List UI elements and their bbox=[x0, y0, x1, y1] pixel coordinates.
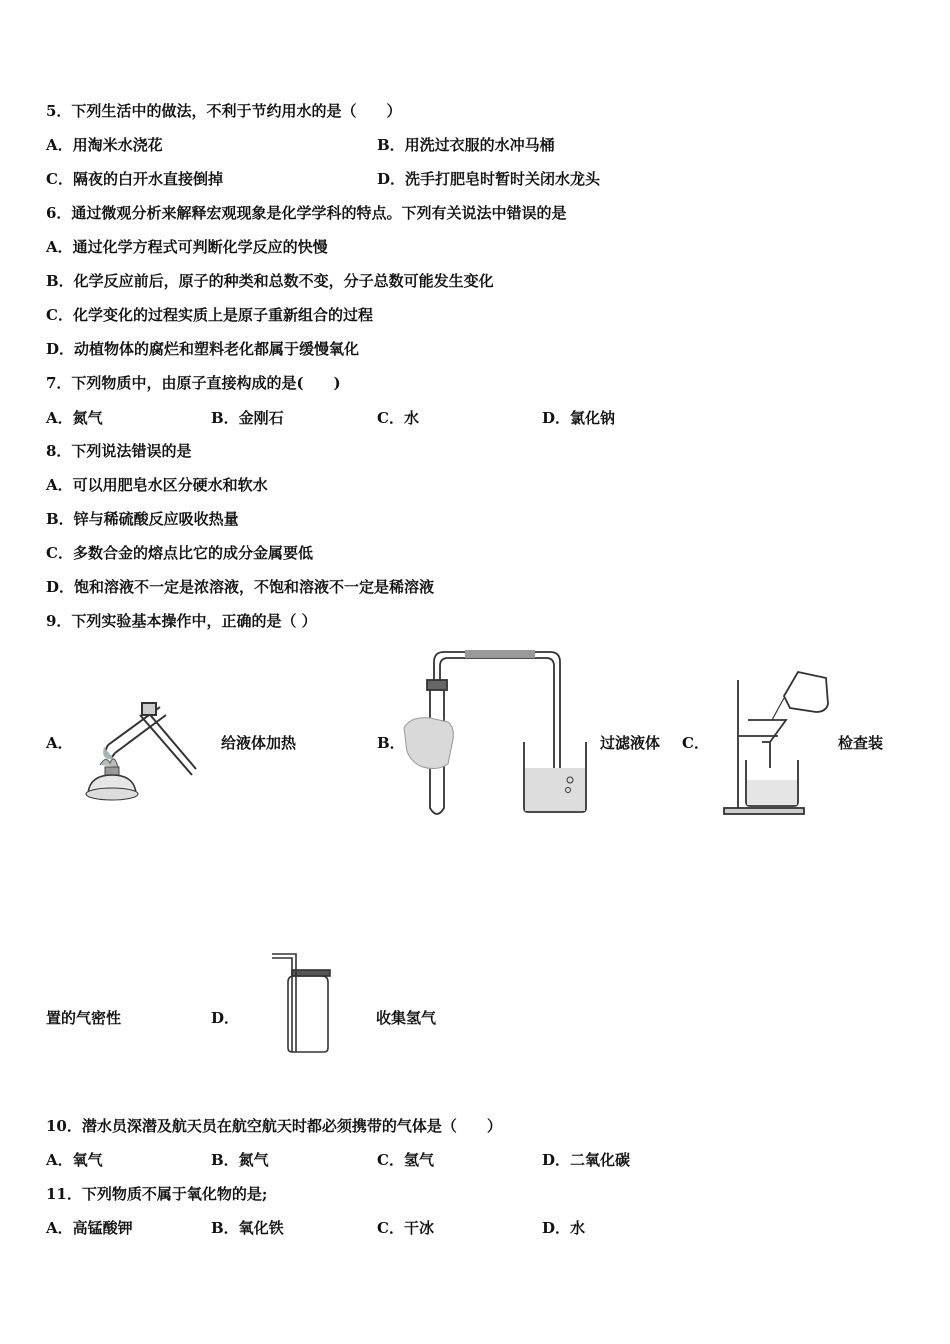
question-9-stem: 9．下列实验基本操作中，正确的是（ ） bbox=[46, 612, 317, 630]
question-6-option-b: B．化学反应前后，原子的种类和总数不变，分子总数可能发生变化 bbox=[46, 272, 494, 290]
question-10-option-a: A．氧气 bbox=[46, 1151, 103, 1169]
question-11-option-d: D．水 bbox=[542, 1219, 586, 1237]
question-11-option-b: B．氧化铁 bbox=[211, 1219, 284, 1237]
collecting-hydrogen-figure bbox=[268, 948, 338, 1056]
question-10-option-c: C．氢气 bbox=[377, 1151, 434, 1169]
question-10-stem: 10．潜水员深潜及航天员在航空航天时都必须携带的气体是（ ） bbox=[46, 1117, 502, 1135]
question-9-option-b-label: B． bbox=[377, 734, 405, 752]
question-10-option-d: D．二氧化碳 bbox=[542, 1151, 631, 1169]
question-5-option-d: D．洗手打肥皂时暂时关闭水龙头 bbox=[377, 170, 601, 188]
question-8-stem: 8．下列说法错误的是 bbox=[46, 442, 192, 460]
question-5-option-b: B．用洗过衣服的水冲马桶 bbox=[377, 136, 555, 154]
question-8-option-a: A．可以用肥皂水区分硬水和软水 bbox=[46, 476, 268, 494]
question-6-option-c: C．化学变化的过程实质上是原子重新组合的过程 bbox=[46, 306, 373, 324]
question-7-option-d: D．氯化钠 bbox=[542, 409, 616, 427]
question-6-option-d: D．动植物体的腐烂和塑料老化都属于缓慢氧化 bbox=[46, 340, 360, 358]
question-9-option-a-text: 给液体加热 bbox=[221, 734, 297, 752]
question-9-option-d-label: D． bbox=[211, 1009, 240, 1027]
question-10-option-b: B．氮气 bbox=[211, 1151, 269, 1169]
question-6-stem: 6．通过微观分析来解释宏观现象是化学学科的特点。下列有关说法中错误的是 bbox=[46, 204, 567, 222]
question-11-stem: 11．下列物质不属于氧化物的是; bbox=[46, 1185, 268, 1203]
question-9-option-c-text-cont: 置的气密性 bbox=[46, 1009, 122, 1027]
question-7-option-c: C．水 bbox=[377, 409, 419, 427]
question-9-option-b-text: 过滤液体 bbox=[600, 734, 661, 752]
question-5-stem: 5．下列生活中的做法，不利于节约用水的是（ ） bbox=[46, 102, 402, 120]
heating-liquid-figure bbox=[80, 695, 200, 810]
question-9-option-d-text: 收集氢气 bbox=[376, 1009, 437, 1027]
question-7-stem: 7．下列物质中，由原子直接构成的是( ) bbox=[46, 374, 341, 392]
question-7-option-a: A．氮气 bbox=[46, 409, 103, 427]
question-11-option-c: C．干冰 bbox=[377, 1219, 434, 1237]
question-11-option-a: A．高锰酸钾 bbox=[46, 1219, 133, 1237]
question-8-option-d: D．饱和溶液不一定是浓溶液，不饱和溶液不一定是稀溶液 bbox=[46, 578, 435, 596]
question-8-option-c: C．多数合金的熔点比它的成分金属要低 bbox=[46, 544, 313, 562]
question-7-option-b: B．金刚石 bbox=[211, 409, 284, 427]
question-5-option-c: C．隔夜的白开水直接倒掉 bbox=[46, 170, 223, 188]
question-9-option-a-label: A． bbox=[46, 734, 73, 752]
question-5-option-a: A．用淘米水浇花 bbox=[46, 136, 163, 154]
question-9-option-c-text: 检查装 bbox=[838, 734, 884, 752]
question-8-option-b: B．锌与稀硫酸反应吸收热量 bbox=[46, 510, 239, 528]
question-6-option-a: A．通过化学方程式可判断化学反应的快慢 bbox=[46, 238, 328, 256]
question-9-option-c-label: C． bbox=[682, 734, 709, 752]
filtering-liquid-figure bbox=[400, 648, 595, 820]
airtightness-check-figure bbox=[718, 668, 833, 818]
